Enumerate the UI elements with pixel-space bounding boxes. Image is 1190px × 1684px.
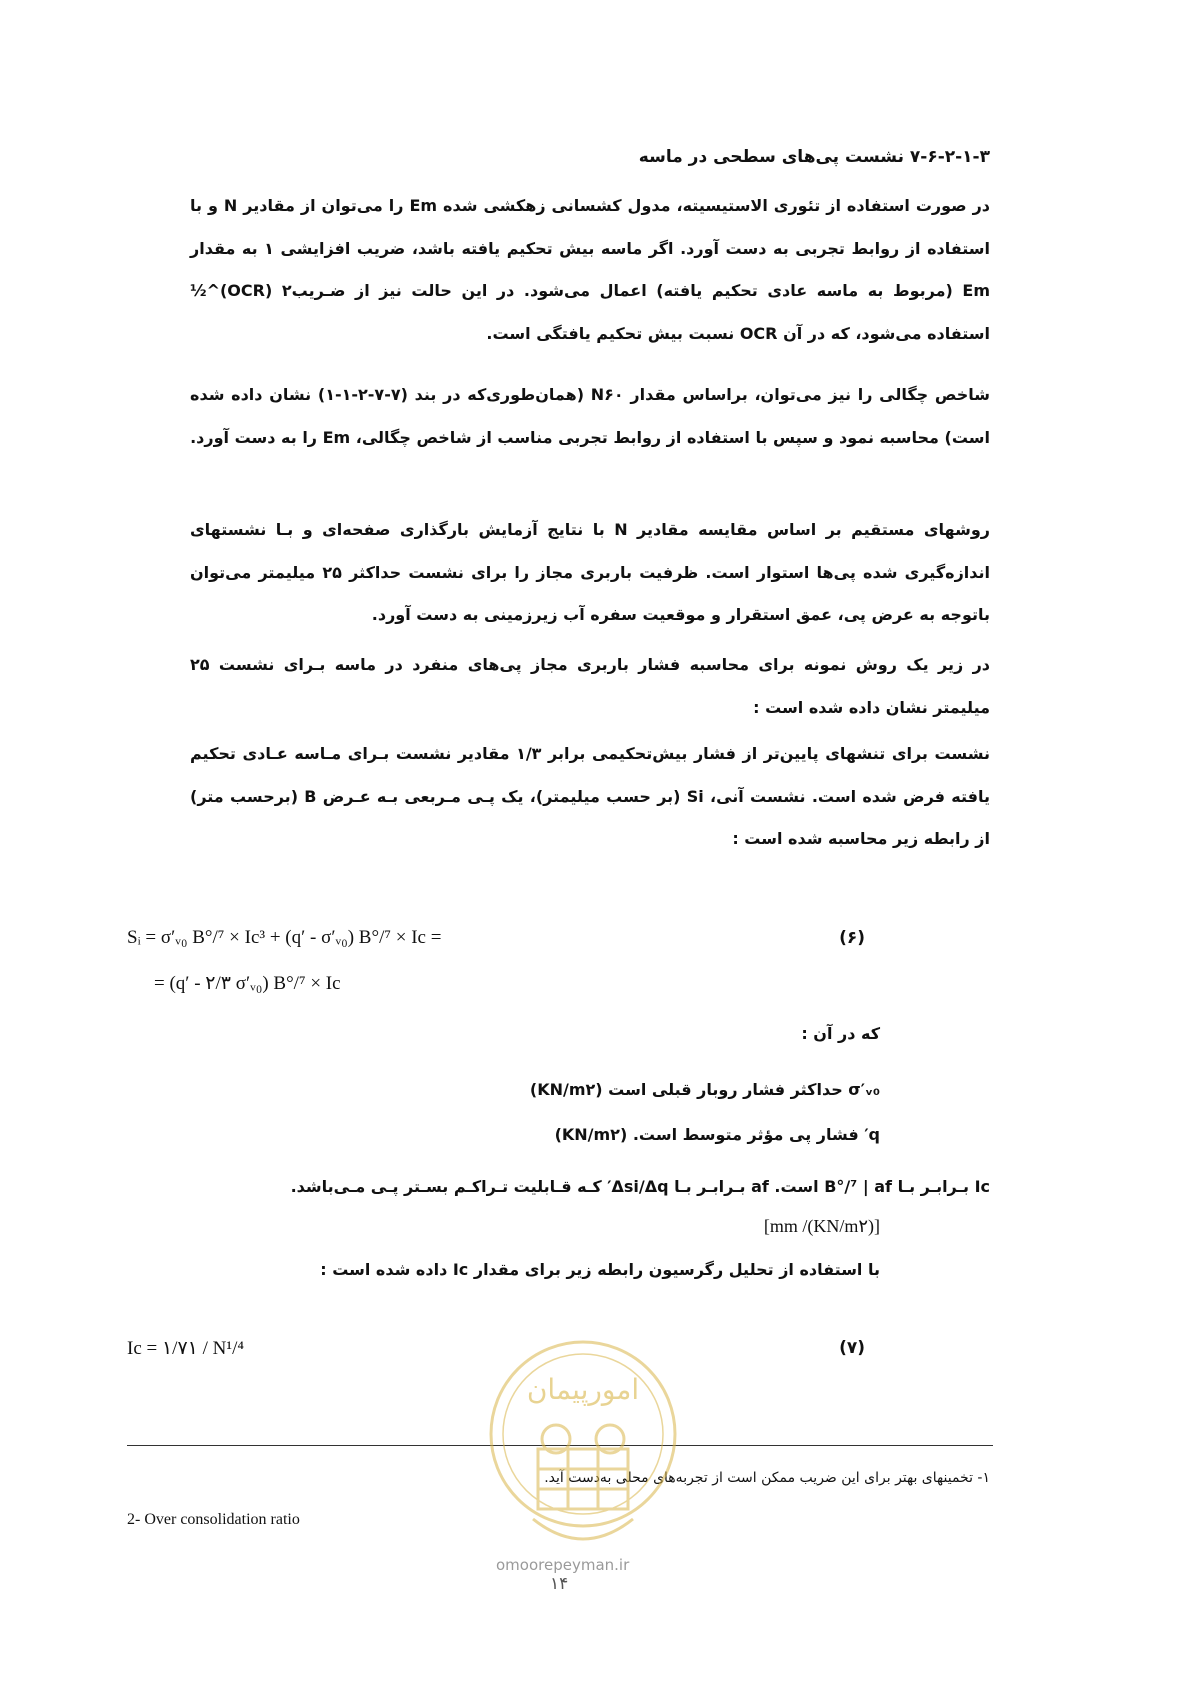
- equation-7-number: (۷): [839, 1338, 865, 1358]
- watermark-logo-text: امورپیمان: [526, 1373, 640, 1406]
- paragraph-direct-methods: روشهای مستقیم بر اساس مقایسه مقادیر N با نتایج آزمایش بارگذاری صفحه‌ای و بـا نشستهای اندازه‌گیری شده پی‌ها استوار است. ظرفیت باربری مجاز را برای نشست حداکثر ۲۵ میلیمتر می‌توان باتوجه به عرض پی، عمق استقرار و موقعیت سفره آب زیرزمینی به دست آورد.: [190, 520, 991, 624]
- definition-q-prime: q′ فشار پی مؤثر متوسط است. (KN/m۲): [554, 1125, 880, 1144]
- watermark-logo: [478, 1329, 688, 1589]
- where-label: که در آن :: [801, 1024, 880, 1043]
- paragraph-settlement: نشست برای تنشهای پایین‌تر از فشار بیش‌تحکیمی برابر ۱/۳ مقادیر نشست بـرای مـاسه عـادی تحکیم یافته فرض شده است. نشست آنی، Si (بر حسب میلیمتر)، یک پـی مـربعی بـه عـرض B (برحسب متر) از رابطه زیر محاسبه شده است :: [190, 744, 991, 848]
- watermark-url: omoorepeyman.ir: [496, 1556, 630, 1574]
- equation-6-number: (۶): [839, 928, 865, 948]
- definition-sigma-v0: σ′ᵥ₀ حداکثر فشار روبار قبلی است (KN/m۲): [529, 1080, 880, 1099]
- definition-ic-unit: [mm /(KN/m۲)]: [763, 1216, 880, 1236]
- equation-7: Ic = ۱/۷۱ / N¹/⁴: [127, 1338, 244, 1359]
- definition-ic: Ic بـرابـر بـا B°/⁷ | af است. af بـرابـر بـا Δsi/Δq′ کـه قـابلیت تـراکـم بسـتر پـی مـی‌باشد.: [290, 1177, 990, 1196]
- paragraph-elastic-modulus: در صورت استفاده از تئوری الاستیسیته، مدول کشسانی زهکشی شده Em را می‌توان از مقادیر N و با استفاده از روابط تجربی به دست آورد. اگر ماسه بیش تحکیم یافته باشد، ضریب افزایشی ۱ به مقدار Em (مربوط به ماسه عادی تحکیم یافته) اعمال می‌شود. در این حالت نیز از ضـریب۲ (OCR)^½ استفاده می‌شود، که در آن OCR نسبت بیش تحکیم یافتگی است.: [190, 196, 991, 343]
- equation-6-line-1: Sᵢ = σ′ᵥ₀ B°/⁷ × Ic³ + (q′ - σ′ᵥ₀) B°/⁷ × Ic =: [127, 927, 442, 948]
- regression-note: با استفاده از تحلیل رگرسیون رابطه زیر برای مقدار Ic داده شده است :: [320, 1260, 880, 1279]
- section-heading: ۷-۶-۲-۱-۳ نشست پی‌های سطحی در ماسه: [638, 147, 990, 167]
- paragraph-sample-method: در زیر یک روش نمونه برای محاسبه فشار باربری مجاز پی‌های منفرد در ماسه بـرای نشست ۲۵ میلیمتر نشان داده شده است :: [190, 655, 990, 717]
- paragraph-density-index: شاخص چگالی را نیز می‌توان، براساس مقدار N۶۰ (همان‌طوری‌که در بند (۷-۷-۲-۱-۱) نشان داده شده است) محاسبه نمود و سپس با استفاده از روابط تجربی مناسب از شاخص چگالی، Em را به دست آورد.: [190, 385, 991, 447]
- page-number: ۱۴: [550, 1574, 569, 1594]
- footnote-1: ۱- تخمینهای بهتر برای این ضریب ممکن است از تجربه‌های محلی به‌دست آید.: [544, 1470, 990, 1486]
- equation-6-line-2: = (q′ - ۲/۳ σ′ᵥ₀) B°/⁷ × Ic: [154, 973, 341, 994]
- footnote-2: 2- Over consolidation ratio: [127, 1511, 300, 1528]
